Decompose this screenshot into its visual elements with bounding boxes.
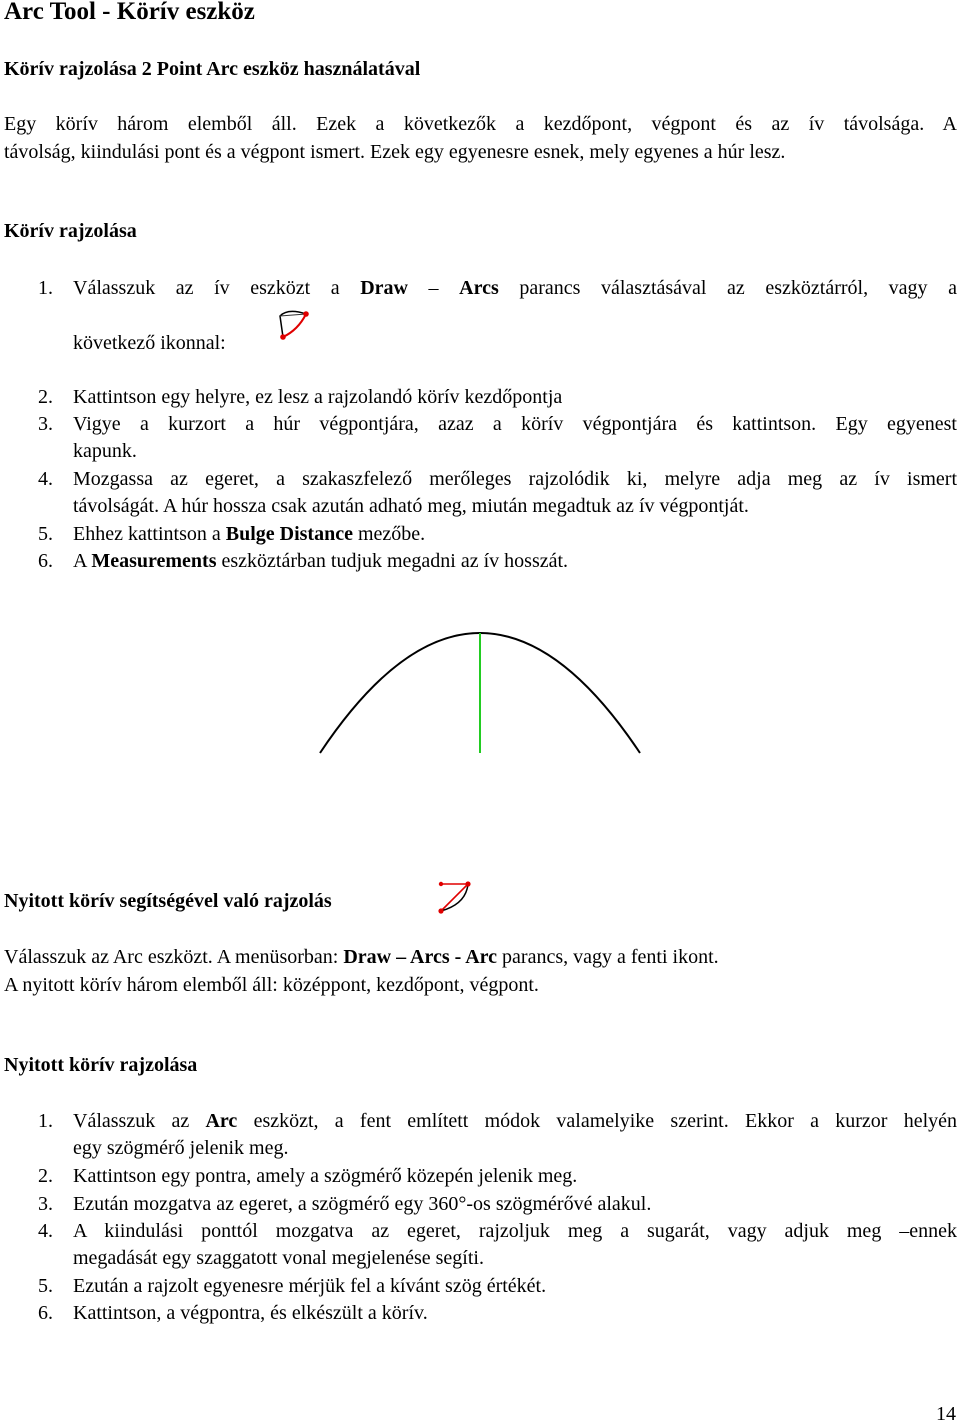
intro-paragraph <box>4 110 957 166</box>
step-4: 4. Mozgassa az egeret, a szakaszfelező merőleges rajzolódik ki, melyre adja meg az ív ismert távolságát. A húr hossza csak azután adható meg, miután megadtuk az ív végpontját. <box>38 468 957 517</box>
open-step-1: 1. Válasszuk az Arc eszközt, a fent említett módok valamelyike szerint. Ekkor a kurzor helyén egy szögmérő jelenik meg. <box>38 1110 958 1159</box>
open-step-2: 2. Kattintson egy pontra, amely a szögmérő közepén jelenik meg. <box>38 1165 578 1187</box>
arc-bulge-figure <box>310 620 650 760</box>
open-arc-intro-line-2: A nyitott körív három elemből áll: középpont, kezdőpont, végpont. <box>4 974 539 996</box>
intro-line-2: távolság, kiindulási pont és a végpont ismert. Ezek egy egyenesre esnek, mely egyenes a húr lesz. <box>4 141 786 163</box>
step-3: 3. Vigye a kurzort a húr végpontjára, azaz a körív végpontjára és kattintson. Egy egyenest kapunk. <box>38 413 957 462</box>
arc-tool-icon <box>270 306 312 344</box>
step-5: 5. Ehhez kattintson a Bulge Distance mezőbe. <box>38 523 426 545</box>
step-1-line-1: Válasszuk az ív eszközt a Draw – Arcs parancs választásával az eszköztárról, vagy a <box>73 277 958 299</box>
subheading-open-arc-draw: Nyitott körív rajzolása <box>4 1054 198 1076</box>
open-arc-intro <box>4 943 957 999</box>
step-1 <box>4 275 957 302</box>
page-number: 14 <box>936 1403 956 1425</box>
open-arc-intro-line-1: Válasszuk az Arc eszközt. A menüsorban: Draw – Arcs - Arc parancs, vagy a fenti ikont. <box>4 946 719 968</box>
open-step-3: 3. Ezután mozgatva az egeret, a szögmérő egy 360°-os szögmérővé alakul. <box>38 1193 652 1215</box>
step-6: 6. A Measurements eszköztárban tudjuk megadni az ív hosszát. <box>38 550 569 572</box>
open-arc-tool-icon <box>432 880 474 918</box>
open-step-5: 5. Ezután a rajzolt egyenesre mérjük fel a kívánt szög értékét. <box>38 1275 547 1297</box>
intro-line-1: Egy körív három elemből áll. Ezek a következők a kezdőpont, végpont és az ív távolsága. A <box>4 113 957 135</box>
open-step-6: 6. Kattintson, a végpontra, és elkészült a körív. <box>38 1302 428 1324</box>
section-heading-2point-arc: Körív rajzolása 2 Point Arc eszköz használatával <box>4 58 421 80</box>
subheading-draw-arc: Körív rajzolása <box>4 220 137 242</box>
step-number: 1. <box>38 277 53 299</box>
open-step-4: 4. A kiindulási ponttól mozgatva az egeret, rajzoljuk meg a sugarát, vagy adjuk meg –ennek megadását egy szaggatott vonal megjelenése segíti. <box>38 1220 957 1269</box>
step-1-line-2: következő ikonnal: <box>73 332 226 354</box>
step-2: 2. Kattintson egy helyre, ez lesz a rajzolandó körív kezdőpontja <box>38 386 563 408</box>
page-title: Arc Tool - Körív eszköz <box>4 0 255 25</box>
section-heading-open-arc: Nyitott körív segítségével való rajzolás <box>4 890 332 912</box>
